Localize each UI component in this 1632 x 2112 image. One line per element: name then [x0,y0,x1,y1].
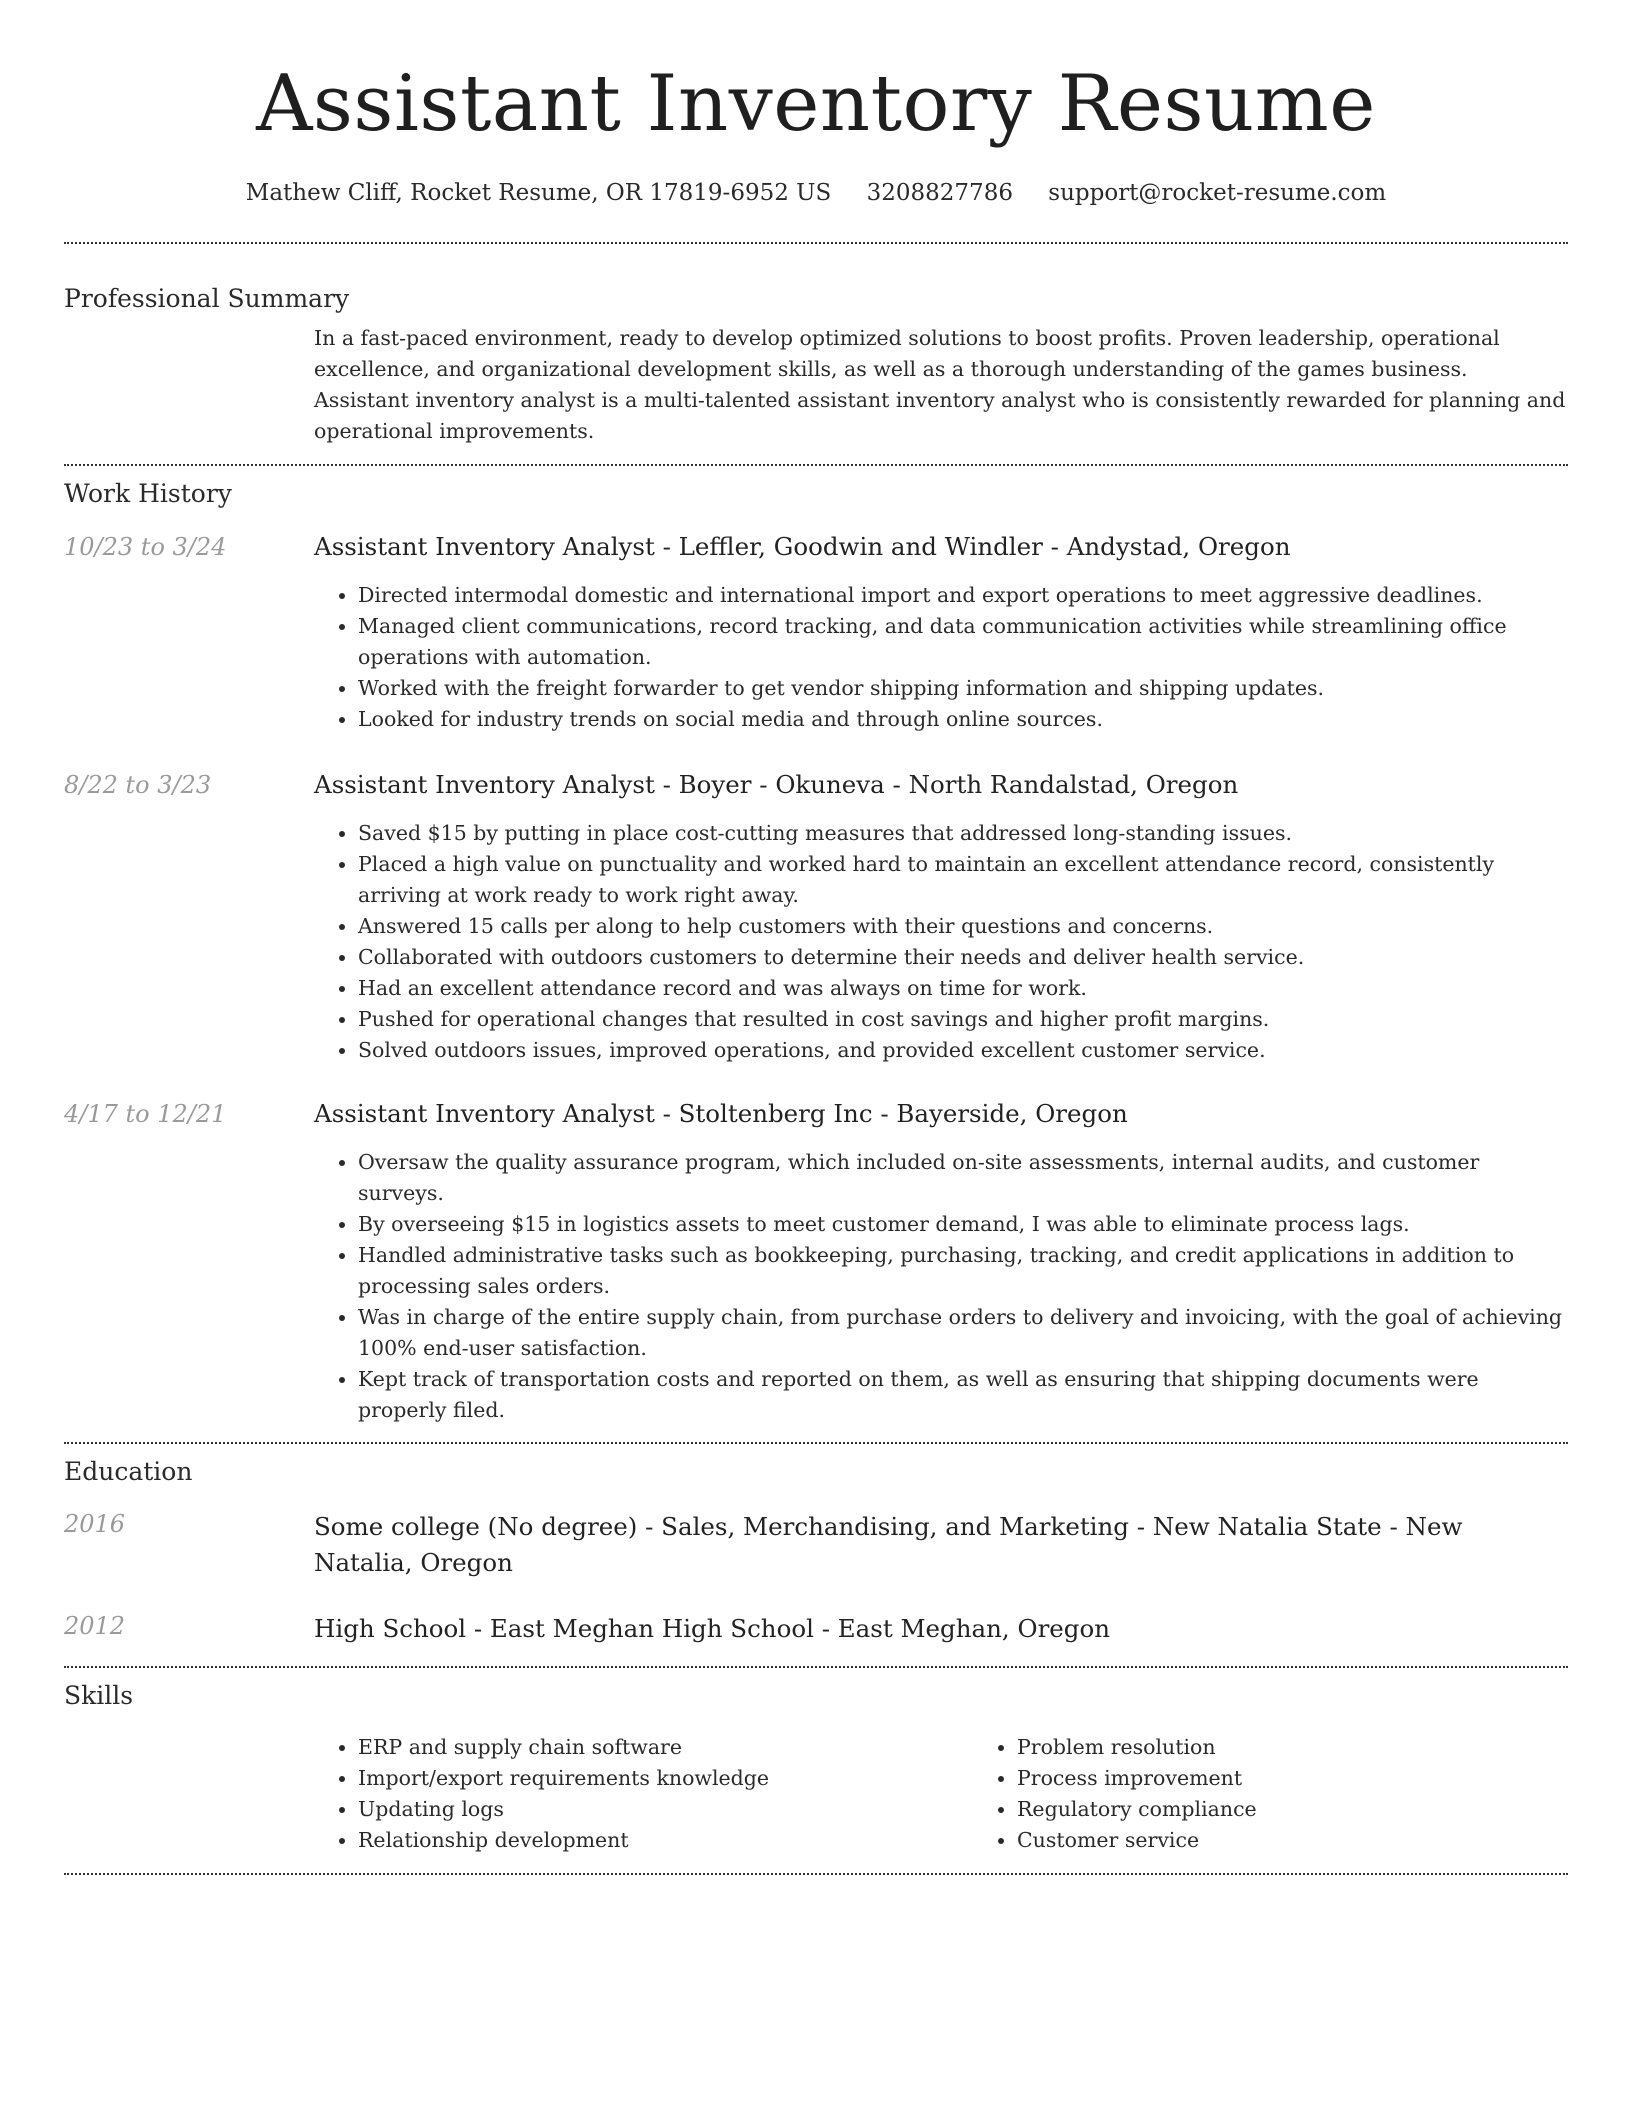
section-title-work: Work History [64,479,232,508]
job-bullet: • Kept track of transportation costs and reported on them, as well as ensuring that shipping documents were properly filed. [358,1364,1568,1426]
job-bullet: • Was in charge of the entire supply chain, from purchase orders to delivery and invoicing, with the goal of achieving 100% end-user satisfaction. [358,1302,1568,1364]
job-bullet: • Collaborated with outdoors customers to determine their needs and deliver health service. [358,942,1568,973]
job-dates: 10/23 to 3/24 [64,533,227,561]
job-dates: 8/22 to 3/23 [64,771,212,799]
job-bullet: • Placed a high value on punctuality and worked hard to maintain an excellent attendance record, consistently arriving at work ready to work right away. [358,849,1568,911]
job-bullet: • Pushed for operational changes that resulted in cost savings and higher profit margins. [358,1004,1568,1035]
job-bullet: • Solved outdoors issues, improved operations, and provided excellent customer service. [358,1035,1568,1066]
education-year: 2016 [64,1510,126,1538]
skills-spacer [64,1732,314,1856]
job-bullets [314,1147,1568,1426]
education-title: Some college (No degree) - Sales, Merchandising, and Marketing - New Natalia State - New Natalia, Oregon [314,1512,1463,1577]
divider [64,1666,1568,1668]
skill-item: • Customer service [1017,1825,1632,1856]
job-bullet: • Oversaw the quality assurance program, which included on-site assessments, internal audits, and customer surveys. [358,1147,1568,1209]
job-entry [64,1099,1568,1426]
education-entry [64,1611,1568,1647]
skills-column [973,1732,1632,1856]
skill-item: • Relationship development [358,1825,973,1856]
job-bullet: • Managed client communications, record tracking, and data communication activities while streamlining office operations with automation. [358,611,1568,673]
education-section [64,1456,1568,1647]
skill-item: • Process improvement [1017,1763,1632,1794]
contact-email: support@rocket-resume.com [1048,180,1387,206]
job-bullets [314,818,1568,1066]
education-year: 2012 [64,1612,126,1640]
job-title: Assistant Inventory Analyst - Leffler, Goodwin and Windler - Andystad, Oregon [314,532,1291,561]
job-entry [64,532,1568,735]
job-dates: 4/17 to 12/21 [64,1100,227,1128]
job-bullet: • Directed intermodal domestic and international import and export operations to meet aggressive deadlines. [358,580,1568,611]
skill-item: • Regulatory compliance [1017,1794,1632,1825]
skills-list [314,1732,1632,1856]
job-bullet: • Looked for industry trends on social media and through online sources. [358,704,1568,735]
divider [64,1873,1568,1875]
section-title-education: Education [64,1457,193,1486]
skill-item: • Problem resolution [1017,1732,1632,1763]
summary-text: In a fast-paced environment, ready to develop optimized solutions to boost profits. Proven leadership, operational excellence, and organizational development skills, as well as a thorough understanding of the games business. Assistant inventory analyst is a multi-talented assistant inventory analyst who is consistently rewarded for planning and operational improvements. [314,326,1566,443]
education-title: High School - East Meghan High School - East Meghan, Oregon [314,1614,1110,1643]
job-bullets [314,580,1568,735]
summary-section [64,283,1568,447]
job-bullet: • Had an excellent attendance record and was always on time for work. [358,973,1568,1004]
job-title: Assistant Inventory Analyst - Boyer - Okuneva - North Randalstad, Oregon [314,770,1239,799]
divider [64,464,1568,466]
job-bullet: • Handled administrative tasks such as bookkeeping, purchasing, tracking, and credit applications in addition to processing sales orders. [358,1240,1568,1302]
job-bullet: • Saved $15 by putting in place cost-cutting measures that addressed long-standing issues. [358,818,1568,849]
contact-address: Mathew Cliff, Rocket Resume, OR 17819-6952 US [245,180,832,206]
section-title-summary: Professional Summary [64,284,350,313]
job-bullet: • Worked with the freight forwarder to get vendor shipping information and shipping updates. [358,673,1568,704]
skill-item: • Import/export requirements knowledge [358,1763,973,1794]
divider [64,242,1568,244]
job-entry [64,770,1568,1066]
work-history-section [64,478,1568,1426]
section-title-skills: Skills [64,1681,134,1710]
skill-item: • Updating logs [358,1794,973,1825]
resume-title: Assistant Inventory Resume [256,59,1376,149]
education-entry [64,1509,1568,1581]
job-bullet: • By overseeing $15 in logistics assets to meet customer demand, I was able to eliminate process lags. [358,1209,1568,1240]
skills-section [64,1680,1568,1856]
summary-spacer [64,323,314,447]
divider [64,1442,1568,1444]
contact-phone: 3208827786 [866,180,1013,206]
skills-column [314,1732,973,1856]
contact-line [64,178,1568,208]
job-title: Assistant Inventory Analyst - Stoltenberg Inc - Bayerside, Oregon [314,1099,1128,1128]
job-bullet: • Answered 15 calls per along to help customers with their questions and concerns. [358,911,1568,942]
skill-item: • ERP and supply chain software [358,1732,973,1763]
